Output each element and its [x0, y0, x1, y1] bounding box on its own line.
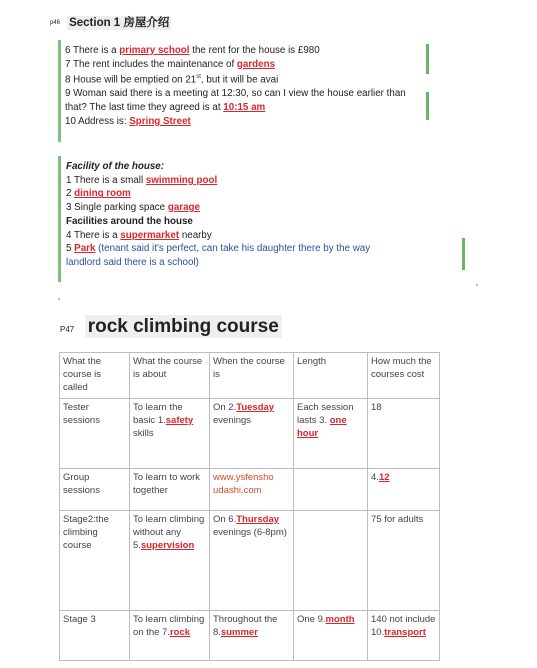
section-title: rock climbing course	[85, 315, 282, 338]
page-number: p46	[50, 20, 61, 27]
table-cell: One 9.month	[294, 611, 368, 661]
section1-header	[50, 14, 171, 30]
green-marker	[426, 92, 429, 120]
note-line-8: 8 House will be emptied on 21st, but it will be avai	[65, 74, 279, 86]
section2-header	[60, 316, 282, 338]
table-header: When the course is	[210, 353, 294, 399]
table-cell: To learn the basic 1.safety skills	[130, 399, 210, 469]
note-line-10: 10 Address is: Spring Street	[65, 115, 191, 127]
facility-line-5: 5 Park (tenant said it's perfect, can take his daughter there by the way	[66, 243, 371, 255]
facilities-box	[58, 156, 457, 282]
table-cell: Stage2:the climbing course	[60, 511, 130, 611]
page-number: P47	[60, 325, 75, 334]
facility-line-6: landlord said there is a school)	[66, 256, 199, 268]
facility-line-2: 2 dining room	[66, 188, 131, 200]
course-table	[59, 352, 440, 661]
note-line-7: 7 The rent includes the maintenance of gardens	[65, 58, 276, 70]
table-row	[60, 469, 440, 511]
table-header: Length	[294, 353, 368, 399]
scan-dot	[58, 298, 60, 300]
table-cell: www.ysfensho udashi.com	[210, 469, 294, 511]
table-cell	[294, 469, 368, 511]
table-cell: On 2.Tuesday evenings	[210, 399, 294, 469]
table-cell: Tester sessions	[60, 399, 130, 469]
facility-line-1: 1 There is a small swimming pool	[66, 174, 218, 186]
table-header: How much the courses cost	[368, 353, 440, 399]
table-cell	[294, 511, 368, 611]
table-cell: Each session lasts 3. one hour	[294, 399, 368, 469]
table-row	[60, 399, 440, 469]
table-cell: Group sessions	[60, 469, 130, 511]
table-cell: 4.12	[368, 469, 440, 511]
facility-line-3: 3 Single parking space garage	[66, 202, 200, 214]
table-header: What the course is about	[130, 353, 210, 399]
table-cell: To learn climbing without any 5.supervision	[130, 511, 210, 611]
facility-line-4: 4 There is a supermarket nearby	[66, 229, 212, 241]
green-marker	[426, 44, 429, 74]
table-cell: To learn climbing on the 7.rock	[130, 611, 210, 661]
table-cell: Throughout the 8.summer	[210, 611, 294, 661]
table-header-row	[60, 353, 440, 399]
facility-heading-2: Facilities around the house	[66, 215, 193, 227]
note-line-6: 6 There is a primary school the rent for the house is £980	[65, 45, 320, 56]
note-line-9b: that? The last time they agreed is at 10:15 am	[65, 102, 266, 114]
table-row	[60, 511, 440, 611]
table-header: What the course is called	[60, 353, 130, 399]
table-cell: To learn to work together	[130, 469, 210, 511]
table-row	[60, 611, 440, 661]
section-title: Section 1 房屋介绍	[69, 17, 170, 29]
table-cell: Stage 3	[60, 611, 130, 661]
green-marker	[462, 238, 465, 270]
table-cell: 140 not include 10.transport	[368, 611, 440, 661]
notes-box-1	[58, 40, 423, 142]
facility-heading: Facility of the house:	[66, 161, 164, 172]
table-cell: 18	[368, 399, 440, 469]
scan-dot	[476, 284, 478, 286]
table-cell: On 6.Thursday evenings (6-8pm)	[210, 511, 294, 611]
table-cell: 75 for adults	[368, 511, 440, 611]
note-line-9: 9 Woman said there is a meeting at 12:30, so can I view the house earlier than	[65, 88, 406, 100]
